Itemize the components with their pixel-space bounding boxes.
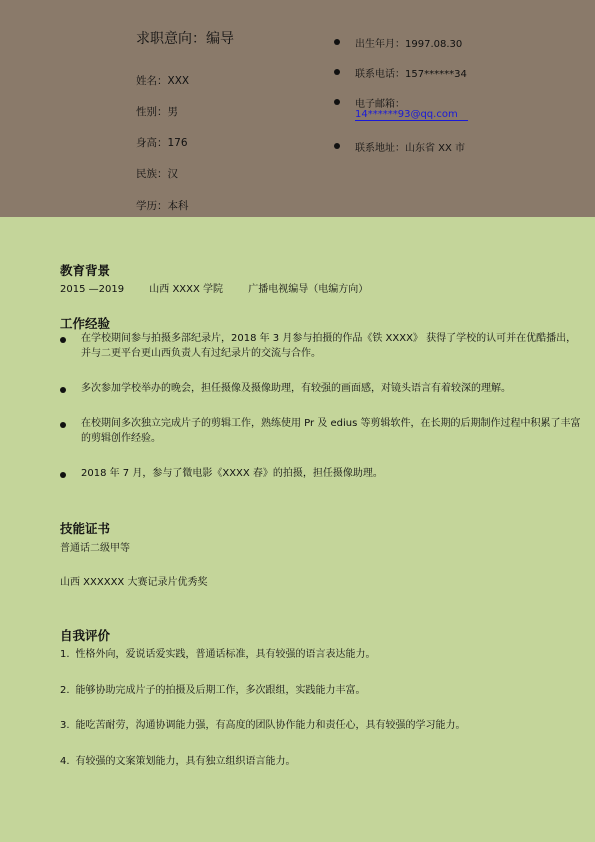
work-item: 在学校期间参与拍摄多部纪录片，2018 年 3 月参与拍摄的作品《铁 XXXX》 获得了学校的认可并在优酷播出，并与二更平台更山西负责人有过纪录片的交流与合作。	[60, 332, 585, 361]
bullet-icon	[60, 337, 66, 343]
education-period: 2015 —2019	[60, 284, 125, 295]
bullet-icon	[60, 422, 66, 428]
work-item: 2018 年 7 月，参与了微电影《XXXX 春》的拍摄，担任摄像助理。	[60, 467, 585, 482]
bullet-icon	[334, 69, 340, 75]
skill-item: 普通话二级甲等	[60, 543, 130, 554]
bullet-icon	[60, 472, 66, 478]
education-row	[60, 280, 390, 295]
height-field: 身高：176	[136, 137, 188, 149]
work-item: 在校期间多次独立完成片子的剪辑工作，熟练使用 Pr 及 edius 等剪辑软件，在长期的后期制作过程中积累了丰富的剪辑创作经验。	[60, 417, 585, 446]
self-eval-item: 4. 有较强的文案策划能力，具有独立组织语言能力。	[60, 756, 296, 767]
education-school: 山西 XXXX 学院	[149, 284, 224, 295]
ethnicity-field: 民族：汉	[136, 168, 178, 180]
work-item: 多次参加学校举办的晚会，担任摄像及摄像助理，有较强的画面感，对镜头语言有着较深的理解。	[60, 382, 585, 397]
email-link[interactable]: 14******93@qq.com	[355, 109, 468, 121]
self-eval-item: 1. 性格外向，爱说话爱实践，普通话标准，具有较强的语言表达能力。	[60, 649, 376, 660]
education-major: 广播电视编导（电编方向）	[248, 284, 369, 295]
bullet-icon	[334, 99, 340, 105]
self-eval-item: 3. 能吃苦耐劳，沟通协调能力强，有高度的团队协作能力和责任心，具有较强的学习能力。	[60, 720, 466, 731]
education-level-field: 学历：本科	[136, 200, 189, 212]
education-section-title: 教育背景	[60, 263, 111, 278]
job-intent-title: 求职意向：编导	[136, 31, 234, 47]
self-eval-section-title: 自我评价	[60, 628, 111, 643]
name-field: 姓名：XXX	[136, 75, 190, 87]
bullet-icon	[334, 39, 340, 45]
bullet-icon	[60, 387, 66, 393]
skills-section-title: 技能证书	[60, 521, 111, 536]
self-eval-item: 2. 能够协助完成片子的拍摄及后期工作，多次跟组，实践能力丰富。	[60, 685, 366, 696]
skill-item: 山西 XXXXXX 大赛记录片优秀奖	[60, 577, 208, 588]
header-banner: 求职意向：编导 姓名：XXX 性别：男 身高：176 民族：汉 学历：本科 出生年月：1997.08.30 联系电话：157******34 电子邮箱： 14******93@qq.com 联系地址：山东省 XX 市	[0, 0, 595, 217]
bullet-icon	[334, 143, 340, 149]
work-section-title: 工作经验	[60, 316, 111, 331]
gender-field: 性别：男	[136, 106, 178, 118]
